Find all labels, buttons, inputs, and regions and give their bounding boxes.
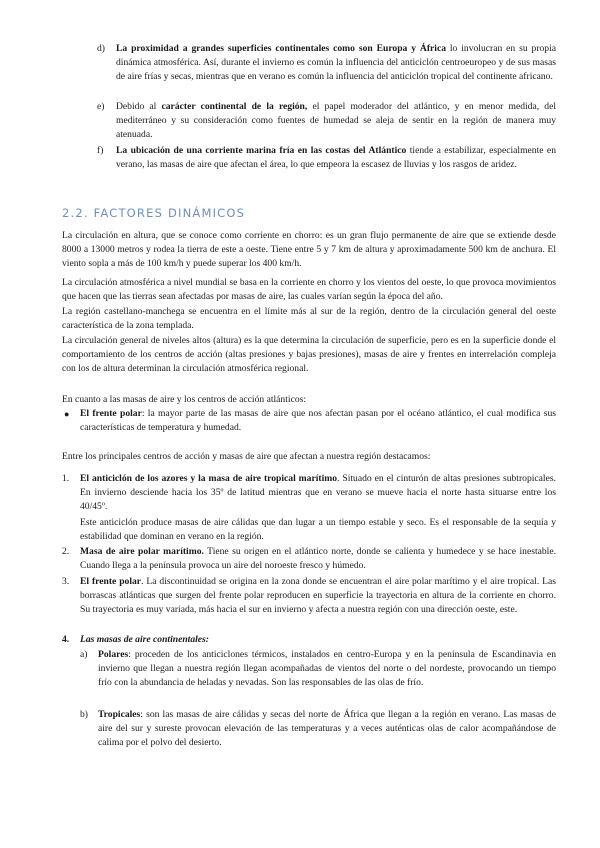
bullet-item-text: : la mayor parte de las masas de aire que nos afectan pasan por el océano atlántico, el cual modifica sus características de temperatura y humedad. xyxy=(80,408,556,434)
paragraph-2: La circulación atmosférica a nivel mundial se basa en la corriente en chorro y los vientos del oeste, lo que provoca movimientos que hacen que las tierras sean afectadas por masas de aire, las cuales varían según la época del año. xyxy=(62,277,556,303)
list-marker-e: e) xyxy=(97,101,105,112)
numbered-item-1-bold: El anticiclón de los azores y la masa de aire tropical marítimo xyxy=(80,473,338,484)
list-item-e xyxy=(116,100,556,143)
sub-item-b xyxy=(98,708,556,751)
list-marker-f: f) xyxy=(97,145,104,156)
sub-item-a xyxy=(98,648,556,691)
paragraph-5: En cuanto a las masas de aire y los centros de acción atlánticos: xyxy=(62,394,307,405)
numbered-item-1-continuation: Este anticiclón produce masas de aire cálidas que dan lugar a un tiempo estable y seco. Es el responsable de la sequía y estabilidad que dominan en verano en la región. xyxy=(80,517,556,543)
sub-item-a-text: : proceden de los anticiclones térmicos, instalados en centro-Europa y en la península de Escandinavia en invierno que llegan a nuestra región llegan acompañadas de vientos del norte o del nordeste, provocando un tiempo frío con la abundancia de heladas y nevadas. Son las responsables de las olas de frío. xyxy=(98,649,556,689)
numbered-item-2 xyxy=(80,545,556,573)
list-item-d-text: lo involucran en su propia dinámica atmosférica. Así, durante el invierno es común la influencia del anticiclón centroeuropeo y de sus masas de aire frías y secas, mientras que en verano es común la influencia del anticiclón tropical del continente africano. xyxy=(116,43,557,83)
list-item-f-text: tiende a estabilizar, especialmente en verano, las masas de aire que afectan el área, lo que empeora la escasez de lluvias y los rasgos de aridez. xyxy=(116,145,556,171)
numbered-item-1-text: . Situado en el cinturón de altas presiones subtropicales. En invierno desciende hacia los 35º de latitud mientras que en verano se mueve hacia el norte hasta situarse entre los 40/45º. xyxy=(80,473,556,513)
numbered-item-3-bold: El frente polar xyxy=(80,576,142,587)
numbered-item-4: Las masas de aire continentales: xyxy=(80,634,209,645)
paragraph-6: Entre los principales centros de acción y masas de aire que afectan a nuestra región destacamos: xyxy=(62,451,431,462)
numbered-item-3 xyxy=(80,575,556,618)
numbered-item-2-text: Tiene su origen en el atlántico norte, donde se calienta y humedece y se hace inestable. Cuando llega a la península provoca un aire del noroeste fresco y húmedo. xyxy=(80,546,556,572)
list-item-d-bold: La proximidad a grandes superficies continentales como son Europa y África xyxy=(116,43,447,54)
list-item-f-bold: La ubicación de una corriente marina fría en las costas del Atlántico xyxy=(116,145,407,156)
paragraph-4: La circulación general de niveles altos (altura) es la que determina la circulación de superficie, pero es en la superficie donde el comportamiento de los centros de acción (altas presiones y bajas presiones), masas de aire y frentes en interrelación compleja con los de altura determinan la circulación atmosférica regional. xyxy=(62,335,556,375)
list-item-e-pre: Debido al xyxy=(116,101,162,112)
numbered-marker-3: 3. xyxy=(62,576,70,587)
list-item-e-bold: carácter continental de la región, xyxy=(161,101,308,112)
sub-marker-a: a) xyxy=(80,649,88,660)
numbered-item-3-text: . La discontinuidad se origina en la zona donde se encuentran el aire polar marítimo y el aire tropical. Las borrascas atlánticas que surgen del frente polar reproducen en superficie la trayectoria en altura de la corriente en chorro. Su trayectoria es muy variada, más hacia el sur en invierno y afecta a nuestra región con una dirección oeste, este. xyxy=(80,576,556,616)
bullet-item xyxy=(80,407,556,435)
paragraph-1: La circulación en altura, que se conoce como corriente en chorro: es un gran flujo permanente de aire que se extiende desde 8000 a 13000 metros y rodea la tierra de este a oeste. Tiene entre 5 y 7 km de altura y aproximadamente 500 km de anchura. El viento sopla a más de 100 km/h y puede superar los 400 km/h. xyxy=(62,230,556,270)
sub-item-a-bold: Polares xyxy=(98,649,129,660)
list-item-f xyxy=(116,144,556,172)
numbered-item-1 xyxy=(80,472,556,515)
list-marker-d: d) xyxy=(97,43,105,54)
bullet-marker: ● xyxy=(64,409,70,419)
numbered-marker-4: 4. xyxy=(62,634,70,645)
numbered-item-2-bold: Masa de aire polar marítimo. xyxy=(80,546,204,557)
numbered-marker-2: 2. xyxy=(62,546,70,557)
sub-item-b-text: : son las masas de aire cálidas y secas del norte de África que llegan a la región en verano. Las masas de aire del sur y sureste provocan elevación de las temperaturas y a veces auténticas olas de calor acompañándose de calima por el polvo del desierto. xyxy=(98,709,556,749)
paragraph-3: La región castellano-manchega se encuentra en el límite más al sur de la región, dentro de la circulación general del oeste característica de la zona templada. xyxy=(62,306,556,332)
list-item-d xyxy=(116,42,556,85)
sub-marker-b: b) xyxy=(80,709,88,720)
numbered-marker-1: 1. xyxy=(62,473,70,484)
list-item-e-text: el papel moderador del atlántico, y en menor medida, del mediterráneo y su consideración como fuentes de humedad se aleja de sentir en la región de manera muy atenuada. xyxy=(116,101,557,141)
sub-item-b-bold: Tropicales xyxy=(98,709,141,720)
section-title: 2.2. FACTORES DINÁMICOS xyxy=(62,206,246,220)
bullet-item-bold: El frente polar xyxy=(80,408,142,419)
